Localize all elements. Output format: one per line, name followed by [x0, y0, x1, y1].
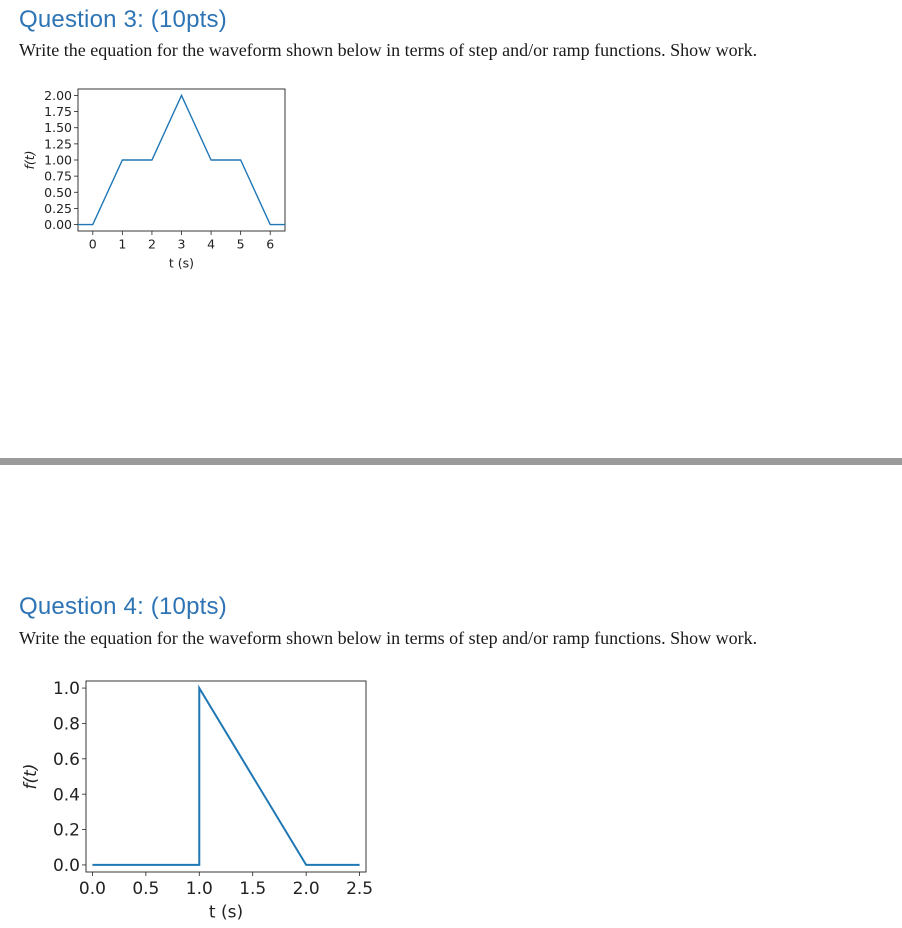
x-tick-label: 1 — [118, 236, 127, 252]
question-3-title: Question 3: (10pts) — [19, 6, 227, 33]
x-tick-label: 0.0 — [78, 879, 106, 899]
section-divider — [0, 458, 902, 465]
plot-frame — [78, 89, 285, 231]
x-tick-label: 5 — [236, 236, 245, 252]
y-tick-label: 0.8 — [52, 714, 80, 735]
x-tick-label: 6 — [266, 236, 275, 252]
y-tick-label: 1.00 — [44, 152, 72, 168]
x-tick-label: 1.0 — [185, 879, 213, 899]
y-tick-label: 0.75 — [44, 168, 72, 184]
series-line — [92, 688, 359, 865]
y-tick-label: 2.00 — [44, 87, 72, 103]
question-3-prompt: Write the equation for the waveform shown below in terms of step and/or ramp functions. Show work. — [19, 40, 758, 60]
x-tick-label: 2 — [147, 236, 156, 252]
question-3-chart — [0, 70, 320, 280]
y-axis-label: f(t) — [21, 763, 41, 790]
x-tick-label: 2.5 — [346, 879, 374, 899]
y-tick-label: 1.25 — [44, 136, 72, 152]
x-tick-label: 1.5 — [239, 879, 267, 899]
x-tick-label: 2.0 — [292, 879, 320, 899]
y-tick-label: 0.6 — [52, 749, 80, 770]
y-tick-label: 0.4 — [52, 785, 80, 806]
x-tick-label: 3 — [177, 236, 186, 252]
y-tick-label: 0.50 — [44, 184, 72, 200]
question-4-title: Question 4: (10pts) — [19, 593, 227, 620]
x-tick-label: 4 — [207, 236, 216, 252]
x-axis-label: t (s) — [168, 255, 195, 271]
y-tick-label: 1.75 — [44, 104, 72, 120]
x-tick-label: 0 — [88, 236, 97, 252]
y-tick-label: 0.2 — [52, 820, 80, 841]
y-axis-label: f(t) — [22, 150, 37, 170]
y-tick-label: 0.25 — [44, 200, 72, 216]
plot-frame — [86, 681, 366, 872]
y-tick-label: 1.0 — [52, 679, 80, 700]
y-tick-label: 0.0 — [52, 856, 80, 877]
y-tick-label: 1.50 — [44, 120, 72, 136]
x-tick-label: 0.5 — [132, 879, 160, 899]
y-tick-label: 0.00 — [44, 217, 72, 233]
question-4-chart — [0, 668, 400, 928]
question-4-prompt: Write the equation for the waveform shown below in terms of step and/or ramp functions. Show work. — [19, 628, 758, 648]
series-line — [78, 95, 285, 224]
x-axis-label: t (s) — [208, 902, 244, 923]
